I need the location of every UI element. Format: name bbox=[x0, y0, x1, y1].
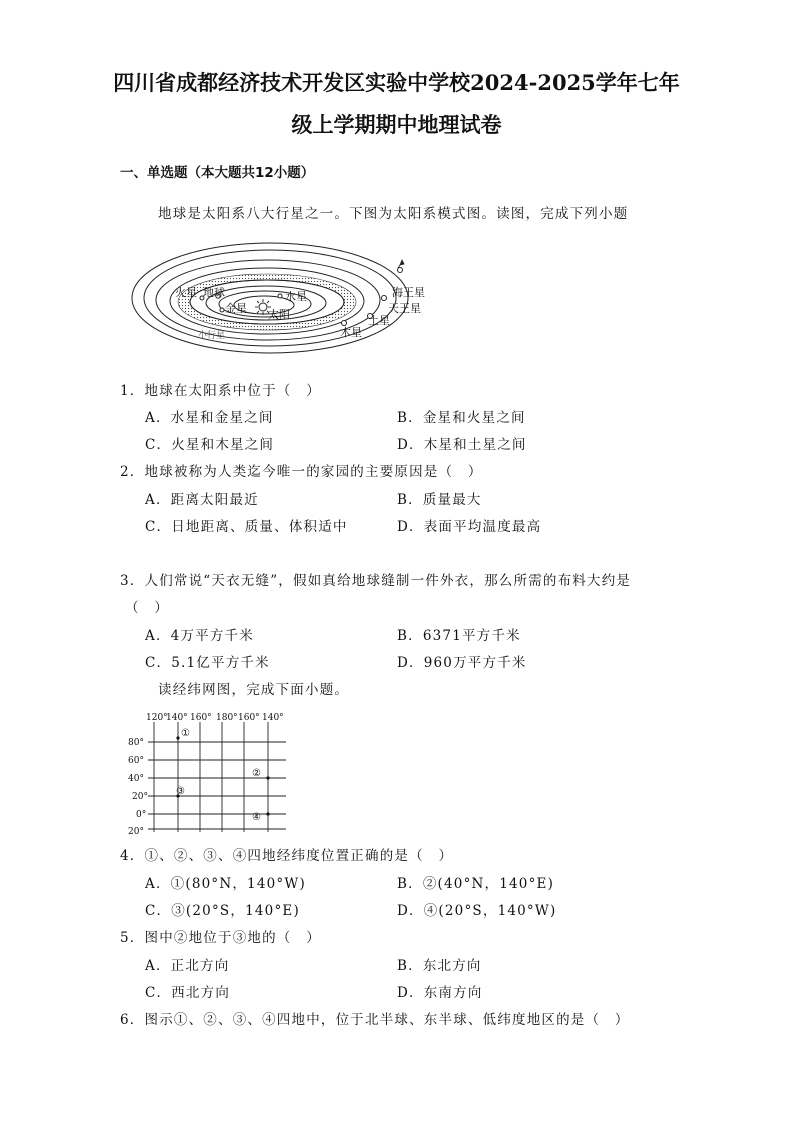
label-earth: 地球 bbox=[203, 286, 225, 299]
label-jupiter: 木星 bbox=[340, 326, 362, 339]
lat-label-60: 60° bbox=[128, 756, 144, 766]
point-4-label: ④ bbox=[252, 812, 261, 823]
label-neptune: 海王星 bbox=[392, 286, 425, 299]
label-saturn: 土星 bbox=[368, 314, 390, 327]
question-5-stem: 5．图中②地位于③地的（ ） bbox=[120, 930, 321, 946]
question-4-option-a[interactable]: A．①(80°N，140°W) bbox=[145, 876, 306, 892]
lon-label-160e: 160° bbox=[238, 713, 260, 723]
planet-neptune bbox=[398, 268, 403, 273]
reading-intro-solar: 地球是太阳系八大行星之一。下图为太阳系模式图。读图，完成下列小题 bbox=[158, 206, 629, 222]
label-mars: 火星 bbox=[175, 286, 197, 299]
question-3-stem: 3．人们常说“天衣无缝”，假如真给地球缝制一件外衣，那么所需的布料大约是 bbox=[120, 573, 632, 589]
question-6-stem: 6．图示①、②、③、④四地中，位于北半球、东半球、低纬度地区的是（ ） bbox=[120, 1012, 630, 1028]
point-2-label: ② bbox=[252, 768, 261, 779]
lat-label-0: 0° bbox=[136, 810, 147, 820]
question-4-option-d[interactable]: D．④(20°S，140°W) bbox=[397, 903, 557, 919]
question-3-option-a[interactable]: A．4万平方千米 bbox=[145, 628, 254, 644]
label-uranus: 天王星 bbox=[388, 302, 421, 315]
question-3-option-d[interactable]: D．960万平方千米 bbox=[397, 655, 527, 671]
lon-label-180: 180° bbox=[216, 713, 238, 723]
question-4-option-b[interactable]: B．②(40°N，140°E) bbox=[397, 876, 555, 892]
label-venus: 金星 bbox=[225, 302, 247, 315]
question-5-option-a[interactable]: A．正北方向 bbox=[145, 958, 230, 974]
lat-label-20s: 20° bbox=[128, 827, 144, 835]
question-2-option-a[interactable]: A．距离太阳最近 bbox=[145, 492, 259, 508]
lat-label-80: 80° bbox=[128, 738, 144, 748]
document-title-line-2: 级上学期期中地理试卷 bbox=[291, 112, 502, 137]
reading-intro-grid: 读经纬网图，完成下面小题。 bbox=[158, 682, 350, 698]
planet-jupiter bbox=[342, 321, 347, 326]
planet-venus bbox=[220, 308, 224, 312]
question-4-option-c[interactable]: C．③(20°S，140°E) bbox=[145, 903, 300, 919]
label-mercury: 水星 bbox=[285, 290, 307, 303]
lon-label-160w: 160° bbox=[190, 713, 212, 723]
question-5-option-b[interactable]: B．东北方向 bbox=[397, 958, 482, 974]
question-2-stem: 2．地球被称为人类迄今唯一的家园的主要原因是（ ） bbox=[120, 464, 483, 480]
lat-label-40: 40° bbox=[128, 774, 144, 784]
question-2-option-c[interactable]: C．日地距离、质量、体积适中 bbox=[145, 519, 348, 535]
lon-label-140w: 140° bbox=[166, 713, 188, 723]
planet-uranus bbox=[382, 296, 387, 301]
question-2-option-d[interactable]: D．表面平均温度最高 bbox=[397, 519, 542, 535]
document-title-line-1: 四川省成都经济技术开发区实验中学校2024-2025学年七年 bbox=[113, 70, 680, 95]
question-1-option-b[interactable]: B．金星和火星之间 bbox=[397, 410, 526, 426]
question-1-stem: 1．地球在太阳系中位于（ ） bbox=[120, 383, 321, 399]
question-1-option-c[interactable]: C．火星和木星之间 bbox=[145, 437, 275, 453]
label-sun: 太阳 bbox=[268, 308, 290, 321]
planet-mercury bbox=[278, 294, 282, 298]
question-5-option-c[interactable]: C．西北方向 bbox=[145, 985, 231, 1001]
point-3-label: ③ bbox=[176, 786, 185, 797]
question-3-stem-continued: （ ） bbox=[125, 600, 170, 616]
question-3-option-c[interactable]: C．5.1亿平方千米 bbox=[145, 655, 270, 671]
point-1-label: ① bbox=[181, 728, 190, 739]
question-5-option-d[interactable]: D．东南方向 bbox=[397, 985, 483, 1001]
lon-label-140e: 140° bbox=[262, 713, 284, 723]
question-2-option-b[interactable]: B．质量最大 bbox=[397, 492, 482, 508]
question-4-stem: 4．①、②、③、④四地经纬度位置正确的是（ ） bbox=[120, 848, 454, 864]
lon-label-120: 120° bbox=[146, 713, 168, 723]
label-asteroid: 小行星 bbox=[198, 331, 226, 341]
lat-lon-grid-figure bbox=[126, 710, 296, 835]
lat-label-20n: 20° bbox=[132, 792, 148, 802]
section-heading: 一、单选题（本大题共12小题） bbox=[120, 165, 315, 181]
question-3-option-b[interactable]: B．6371平方千米 bbox=[397, 628, 521, 644]
question-1-option-d[interactable]: D．木星和土星之间 bbox=[397, 437, 527, 453]
question-1-option-a[interactable]: A．水星和金星之间 bbox=[145, 410, 274, 426]
solar-system-figure bbox=[130, 238, 430, 358]
